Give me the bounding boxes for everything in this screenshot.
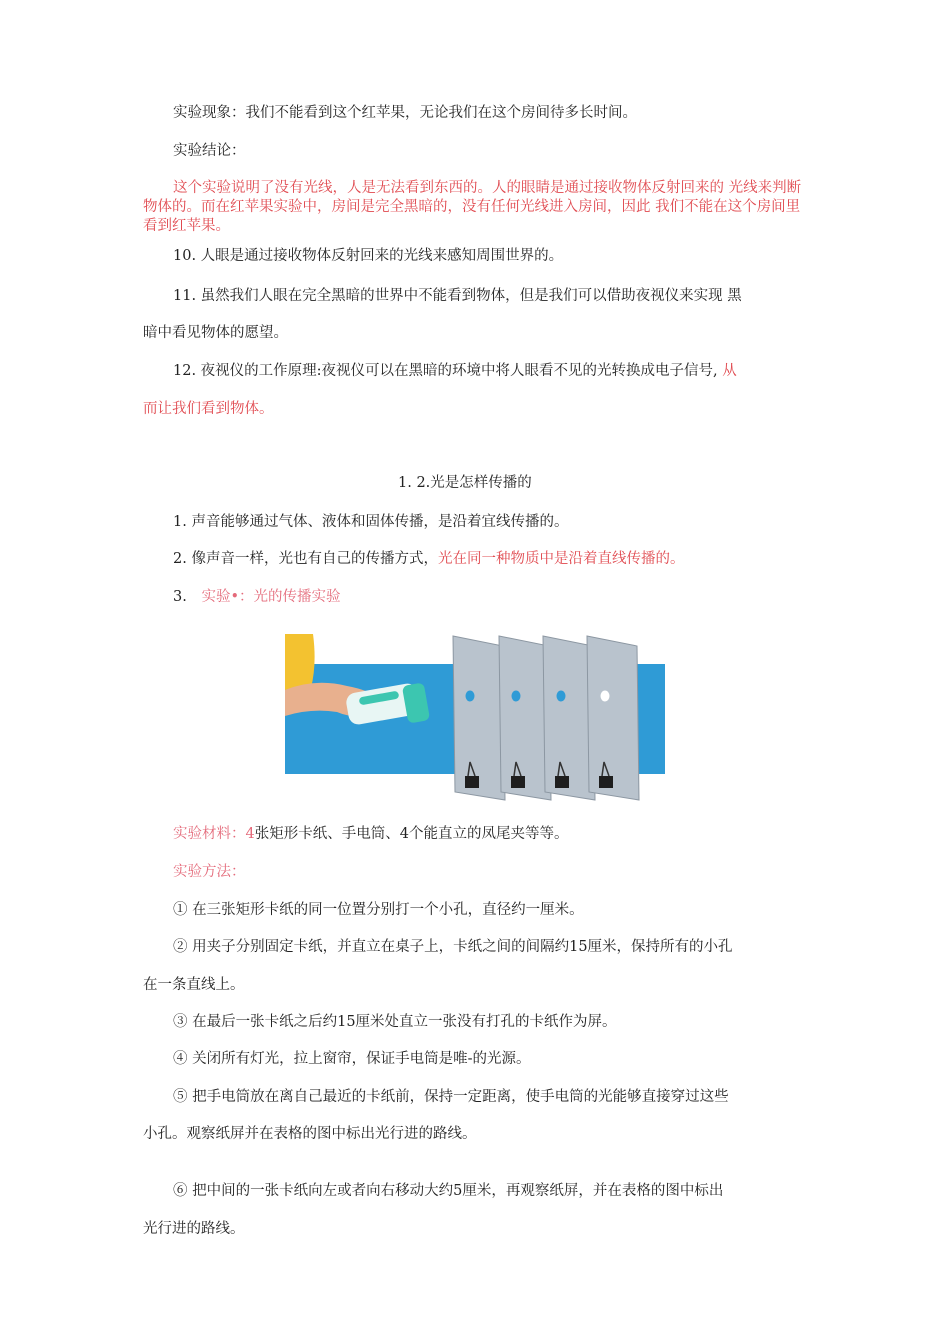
conclusion-text: 这个实验说明了没有光线，人是无法看到东西的。人的眼睛是通过接收物体反射回来的 光线来判断物体的。而在红苹果实验中，房间是完全黑暗的，没有任何光线进入房间，因此 我们不能在这个房间里看到红苹果。 — [143, 180, 802, 234]
method-step-2-line2: 在一条直线上。 — [143, 977, 245, 993]
phenomenon-text: 实验现象：我们不能看到这个红苹果，无论我们在这个房间待多长时间。 — [173, 105, 637, 121]
method-step-6-line2: 光行进的路线。 — [143, 1221, 245, 1237]
binder-clip — [465, 776, 479, 788]
section-item-2 — [173, 549, 684, 569]
binder-clip — [511, 776, 525, 788]
item-11-line1: 11. 虽然我们人眼在完全黑暗的世界中不能看到物体，但是我们可以借助夜视仪来实现 黑 — [173, 288, 742, 304]
card-hole — [466, 691, 475, 702]
method-step-6-line1: ⑥ 把中间的一张卡纸向左或者向右移动大约5厘米，再观察纸屏，并在表格的图中标出 — [173, 1183, 724, 1199]
materials-text: 张矩形卡纸、手电筒、4个能直立的凤尾夹等等。 — [254, 826, 569, 842]
card-hole — [512, 691, 521, 702]
method-step-5-line2: 小孔。观察纸屏并在表格的图中标出光行进的路线。 — [143, 1126, 477, 1142]
materials-label: 实验材料：4 — [173, 826, 255, 842]
item-10: 10. 人眼是通过接收物体反射回来的光线来感知周围世界的。 — [173, 248, 564, 264]
light-spot — [601, 691, 610, 702]
method-label: 实验方法： — [173, 864, 246, 880]
section-item-3-number: 3. — [173, 589, 187, 605]
method-step-3: ③ 在最后一张卡纸之后约15厘米处直立一张没有打孔的卡纸作为屏。 — [173, 1014, 617, 1030]
method-step-5-line1: ⑤ 把手电筒放在离自己最近的卡纸前，保持一定距离，使手电筒的光能够直接穿过这些 — [173, 1089, 729, 1105]
section-item-2-red-text: 光在同一种物质中是沿着直线传播的。 — [437, 551, 685, 567]
binder-clip — [599, 776, 613, 788]
card-hole — [557, 691, 566, 702]
card-1 — [453, 636, 505, 800]
method-step-2-line1: ② 用夹子分别固定卡纸，并直立在桌子上，卡纸之间的间隔约15厘米，保持所有的小孔 — [173, 939, 733, 955]
section-item-3 — [173, 587, 341, 607]
method-step-1: ① 在三张矩形卡纸的同一位置分别打一个小孔，直径约一厘米。 — [173, 902, 584, 918]
conclusion-label: 实验结论： — [173, 143, 246, 159]
item-11-line2: 暗中看见物体的愿望。 — [143, 325, 288, 341]
light-propagation-experiment-figure — [285, 634, 665, 810]
binder-clip — [555, 776, 569, 788]
card-4-screen — [587, 636, 639, 800]
section-title: 1. 2.光是怎样传播的 — [398, 475, 532, 491]
item-12-red-text: 从 — [722, 363, 737, 379]
method-step-4: ④ 关闭所有灯光，拉上窗帘，保证手电筒是唯-的光源。 — [173, 1051, 531, 1067]
sleeve — [285, 634, 315, 690]
item-12-line2: 而让我们看到物体。 — [143, 401, 274, 417]
item-12-text: 12. 夜视仪的工作原理:夜视仪可以在黑暗的环境中将人眼看不见的光转换成电子信号, — [173, 363, 718, 379]
item-12-line1 — [173, 361, 737, 381]
materials — [173, 824, 568, 844]
section-item-3-title: 实验•：光的传播实验 — [201, 589, 341, 605]
section-item-1: 1. 声音能够通过气体、液体和固体传播，是沿着宜线传播的。 — [173, 514, 569, 530]
section-item-2-text: 2. 像声音一样，光也有自己的传播方式， — [173, 551, 438, 567]
